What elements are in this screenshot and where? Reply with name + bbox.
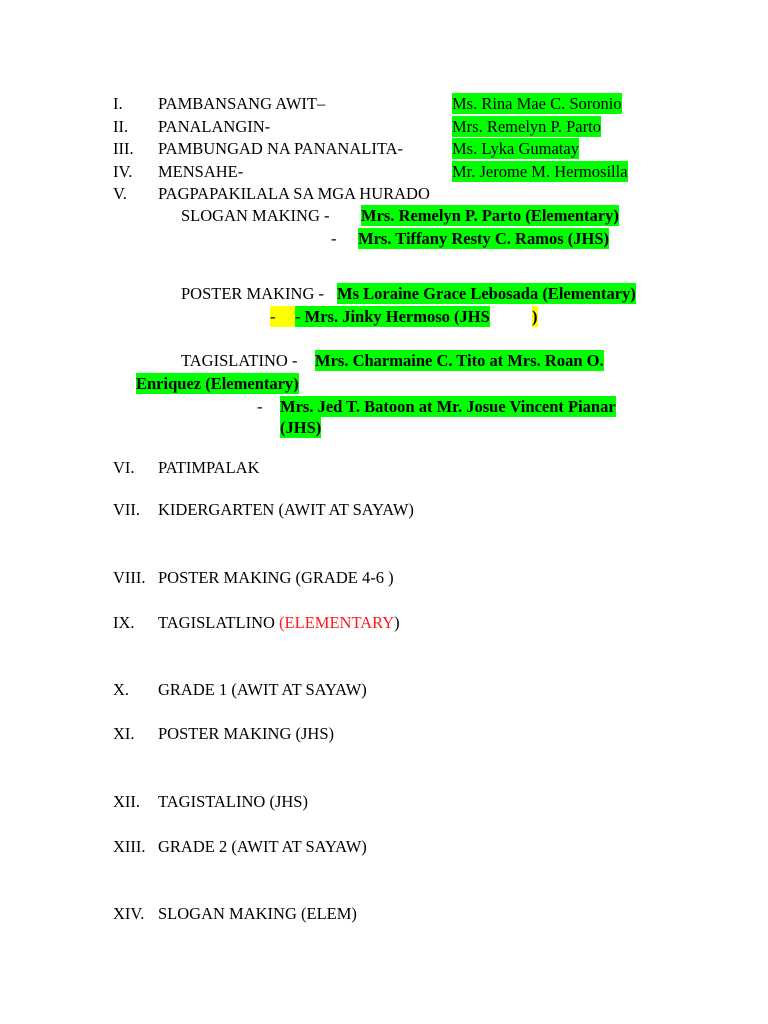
item-title: PAGPAPAKILALA SA MGA HURADO	[158, 184, 430, 203]
item-number: III.	[113, 139, 134, 158]
item-number: VI.	[113, 458, 135, 477]
slogan-judge-elementary: Mrs. Remelyn P. Parto (Elementary)	[361, 206, 619, 225]
item-title: PATIMPALAK	[158, 458, 260, 477]
poster-judge-elementary: Ms Loraine Grace Lebosada (Elementary)	[337, 284, 636, 303]
item-number: I.	[113, 94, 123, 113]
item-number: XIII.	[113, 837, 146, 856]
tagislatino-judge-jhs-2: (JHS)	[280, 418, 322, 437]
item-title: PAMBANSANG AWIT–	[158, 94, 326, 113]
item-number: X.	[113, 680, 130, 699]
item-title-close: )	[394, 613, 400, 632]
slogan-judges-label: SLOGAN MAKING -	[181, 206, 330, 225]
poster-jhs-close: )	[532, 307, 538, 326]
item-title	[158, 612, 400, 633]
item-title: KIDERGARTEN (AWIT AT SAYAW)	[158, 500, 414, 519]
slogan-dash: -	[331, 229, 337, 248]
item-number: VII.	[113, 500, 141, 519]
item-number: XIV.	[113, 904, 145, 923]
slogan-judge-jhs: Mrs. Tiffany Resty C. Ramos (JHS)	[358, 229, 610, 248]
item-number: V.	[113, 184, 127, 203]
tagislatino-dash: -	[257, 397, 263, 416]
tagislatino-judge-jhs-1: Mrs. Jed T. Batoon at Mr. Josue Vincent Pianar	[280, 397, 616, 416]
item-person: Mr. Jerome M. Hermosilla	[452, 162, 628, 181]
item-number: VIII.	[113, 568, 146, 587]
item-person: Ms. Lyka Gumatay	[452, 139, 579, 158]
item-person: Ms. Rina Mae C. Soronio	[452, 94, 622, 113]
item-title: GRADE 2 (AWIT AT SAYAW)	[158, 837, 367, 856]
item-title: POSTER MAKING (GRADE 4-6 )	[158, 568, 394, 587]
item-title: MENSAHE-	[158, 162, 244, 181]
item-title: PANALANGIN-	[158, 117, 271, 136]
item-title: GRADE 1 (AWIT AT SAYAW)	[158, 680, 367, 699]
item-title-red-text: (ELEMENTARY	[279, 613, 395, 632]
tagislatino-judge-elementary-2: Enriquez (Elementary)	[136, 374, 299, 393]
item-title: PAMBUNGAD NA PANANALITA-	[158, 139, 403, 158]
poster-judges-label: POSTER MAKING -	[181, 284, 325, 303]
item-person: Mrs. Remelyn P. Parto	[452, 117, 601, 136]
tagislatino-judges-label: TAGISLATINO -	[181, 351, 298, 370]
item-title-text: TAGISLATLINO	[158, 613, 280, 632]
item-number: IV.	[113, 162, 133, 181]
item-title: SLOGAN MAKING (ELEM)	[158, 904, 357, 923]
item-number: XII.	[113, 792, 141, 811]
item-title: POSTER MAKING (JHS)	[158, 724, 335, 743]
tagislatino-judge-elementary-1: Mrs. Charmaine C. Tito at Mrs. Roan O.	[315, 351, 604, 370]
poster-dash: -	[270, 306, 295, 327]
poster-judge-jhs: - Mrs. Jinky Hermoso (JHS	[295, 307, 490, 326]
item-number: XI.	[113, 724, 135, 743]
item-number: IX.	[113, 613, 135, 632]
item-title: TAGISTALINO (JHS)	[158, 792, 308, 811]
item-number: II.	[113, 117, 129, 136]
